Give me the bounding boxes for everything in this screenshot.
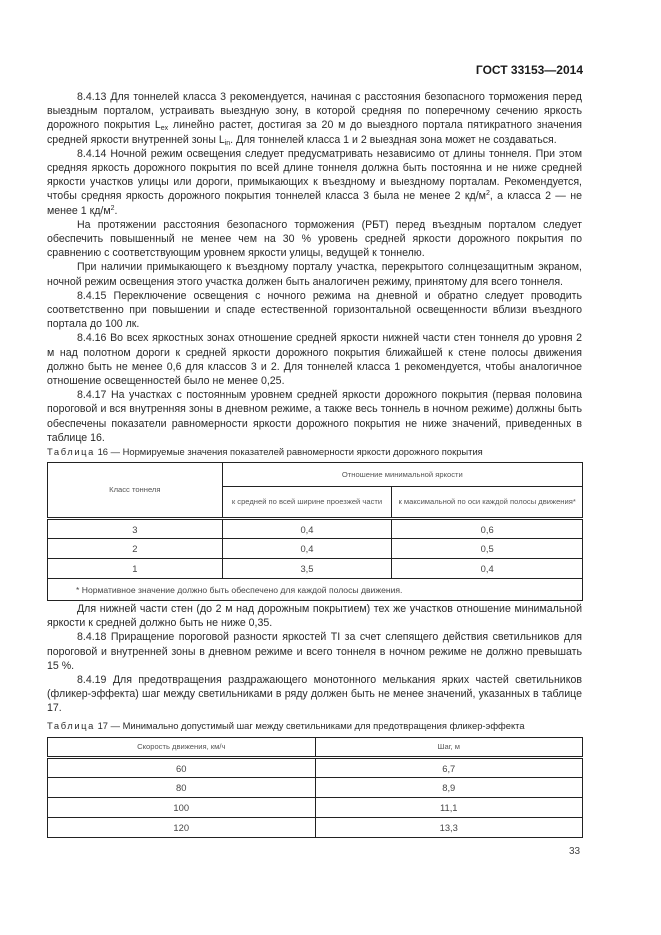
table-16-cell-max: 0,6 (392, 519, 583, 539)
paragraph-8-4-14: 8.4.14 Ночной режим освещения следует предусматривать независимо от длины тоннеля. При этом средняя яркость дорожного покрытия по всей длине тоннеля должна быть постоянна и не ниже средней яркости участков улицы или дороги, примыкающих к въездному и выездному порталам. Рекомендуется, чтобы средняя яркость дорожного покрытия тоннелей класса 3 была не менее 2 $кд/м^2$, а класса 2 — не менее 1 $кд/м^2$. (47, 147, 582, 217)
table-17-cell-step: 6,7 (315, 758, 582, 778)
table-row (48, 818, 583, 838)
table-16 (47, 462, 583, 601)
table-17-cell-step: 11,1 (315, 798, 582, 818)
table-17-header-speed: Скорость движения, км/ч (48, 738, 316, 758)
paragraph-8-4-18: 8.4.18 Приращение пороговой разности яркостей TI за счет слепящего действия светильников для пороговой и внутренней зоны в дневном режиме и всего тоннеля в ночном режиме не должно превышать 15 %. (47, 631, 582, 672)
page-number: 33 (569, 846, 581, 857)
table-16-caption (47, 446, 483, 457)
page-header-title: ГОСТ 33153—2014 (475, 63, 583, 77)
table-16-cell-max: 0,4 (392, 559, 583, 579)
table-row (48, 519, 583, 539)
table-17-cell-speed: 120 (48, 818, 316, 838)
paragraph-screen: При наличии примыкающего к въездному порталу участка, перекрытого солнцезащитным экраном, ночной режим освещения этого участка должен быть аналогичен режиму, принятому для всего тоннеля. (47, 261, 582, 288)
table-17-caption-prefix: Таблица (47, 720, 95, 731)
table-16-header-avg: к средней по всей ширине проезжей части (222, 487, 392, 519)
table-17 (47, 737, 583, 838)
paragraph-8-4-19: 8.4.19 Для предотвращения раздражающего монотонного мелькания ярких частей светильников (фликер-эффекта) шаг между светильниками в ряду должен быть не менее значений, указанных в таблице 17. (47, 674, 582, 715)
table-16-cell-avg: 0,4 (222, 539, 392, 559)
table-17-caption (47, 720, 525, 731)
table-row (48, 758, 583, 778)
body-text-top (47, 90, 582, 445)
table-17-cell-speed: 100 (48, 798, 316, 818)
table-16-footnote: * Нормативное значение должно быть обеспечено для каждой полосы движения. (48, 579, 583, 601)
table-16-cell-avg: 3,5 (222, 559, 392, 579)
table-16-cell-class: 1 (48, 559, 223, 579)
table-16-caption-prefix: Таблица (47, 446, 95, 457)
table-16-cell-max: 0,5 (392, 539, 583, 559)
paragraph-8-4-15: 8.4.15 Переключение освещения с ночного режима на дневной и обратно следует проводить соответственно при повышении и спаде естественной горизонтальной освещенности вблизи въездного портала до 100 лк. (47, 289, 582, 331)
paragraph-8-4-17: 8.4.17 На участках с постоянным уровнем средней яркости дорожного покрытия (первая половина пороговой и вся внутренняя зоны в дневном режиме, а также весь тоннель в ночном режиме) должны быть обеспечены показатели равномерности яркости дорожного покрытия не ниже значений, приведенных в таблице 16. (47, 389, 582, 444)
table-16-header-class: Класс тоннеля (48, 463, 223, 519)
table-16-cell-avg: 0,4 (222, 519, 392, 539)
paragraph-rbt: На протяжении расстояния безопасного торможения (РБТ) перед въездным порталом следует обеспечить повышенный не менее чем на 30 % уровень средней яркости дорожного покрытия по сравнению с соответствующим уровнем яркости улицы, ведущей к тоннелю. (47, 218, 582, 260)
table-row (48, 539, 583, 559)
table-row (48, 559, 583, 579)
table-16-header-max: к максимальной по оси каждой полосы движения* (392, 487, 583, 519)
paragraph-walls: Для нижней части стен (до 2 м над дорожным покрытием) тех же участков отношение минимальной яркости к средней должно быть не ниже 0,35. (47, 603, 582, 630)
table-17-cell-step: 8,9 (315, 778, 582, 798)
table-16-cell-class: 2 (48, 539, 223, 559)
paragraph-8-4-16: 8.4.16 Во всех яркостных зонах отношение средней яркости нижней части стен тоннеля до уровня 2 м над полотном дороги к средней яркости дорожного покрытия ближайшей к стене полосы движения должно быть не менее 0,6 для классов 3 и 2. Для тоннелей класса 1 рекомендуется, чтобы аналогичное отношение освещенностей было не менее 0,25. (47, 332, 582, 388)
paragraph-8-4-13: 8.4.13 Для тоннелей класса 3 рекомендуется, начиная с расстояния безопасного торможения перед выездным порталом, устраивать выездную зону, в которой средняя по поперечному сечению яркость дорожного покрытия $L_{ex}$ линейно растет, достигая за 20 м до выездного портала пятикратного значения средней яркости внутренней зоны $L_{in}$. Для тоннелей класса 1 и 2 выездная зона может не создаваться. (47, 91, 582, 147)
table-row (48, 798, 583, 818)
table-16-cell-class: 3 (48, 519, 223, 539)
table-17-cell-step: 13,3 (315, 818, 582, 838)
table-16-header-group: Отношение минимальной яркости (222, 463, 582, 487)
body-text-mid (47, 602, 582, 716)
table-17-header-step: Шаг, м (315, 738, 582, 758)
table-17-caption-text: 17 — Минимально допустимый шаг между светильниками для предотвращения фликер-эффекта (94, 720, 525, 731)
table-17-cell-speed: 60 (48, 758, 316, 778)
table-16-footnote-row (48, 579, 583, 601)
table-16-caption-text: 16 — Нормируемые значения показателей равномерности яркости дорожного покрытия (94, 446, 483, 457)
table-row (48, 778, 583, 798)
table-17-cell-speed: 80 (48, 778, 316, 798)
